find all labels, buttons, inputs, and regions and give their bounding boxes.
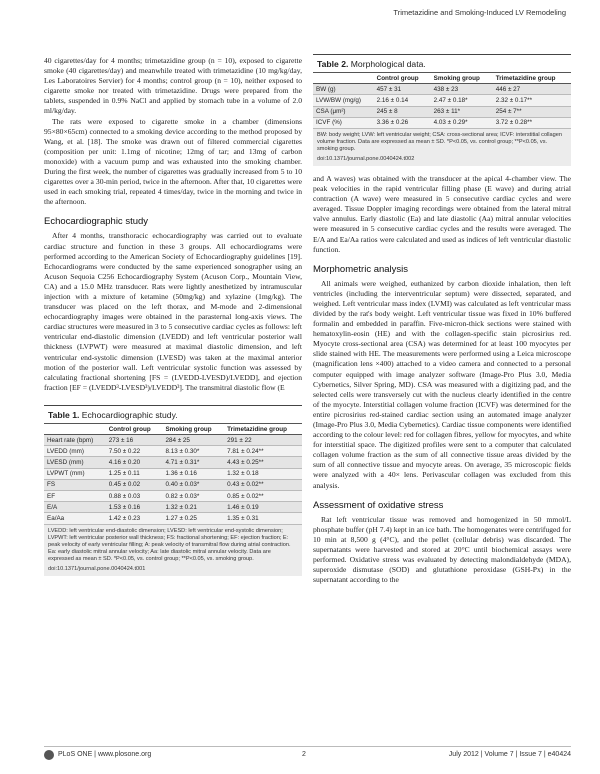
paragraph: 40 cigarettes/day for 4 months; trimetazidine group (n = 10), exposed to cigarette smoke (40 cigarettes/day) and meanwhile treated with trimetazidine (10 mg/kg/day, Les Laboratoires Servier) for 4 months; control group (n = 10), neither exposed to cigarette smoke nor treated with trimetazidine. Drugs were prepared from the tablets, suspended in 0.9% NaCl and applied by stomach tube in a volume of 2.0 ml/kg/day.: [44, 56, 302, 116]
table-header-cell: Trimetazidine group: [493, 73, 571, 84]
table-cell: 0.82 ± 0.03*: [162, 491, 224, 502]
table-cell: 3.72 ± 0.28**: [493, 117, 571, 128]
table-cell: 4.16 ± 0.20: [106, 457, 163, 468]
table-cell: 1.32 ± 0.21: [162, 502, 224, 513]
footer-journal: PLoS ONE | www.plosone.org: [58, 751, 152, 758]
table-cell: LVW/BW (mg/g): [313, 95, 374, 106]
table-title: Echocardiographic study.: [79, 409, 178, 420]
table-row: [313, 106, 571, 117]
table-row: [44, 502, 302, 513]
table-cell: LVPWT (mm): [44, 468, 106, 479]
table-title: Morphological data.: [348, 59, 426, 69]
table-header-cell: [313, 73, 374, 84]
table-cell: 1.35 ± 0.31: [224, 513, 302, 524]
table-header-cell: [44, 423, 106, 434]
table-row: [44, 468, 302, 479]
paragraph: All animals were weighed, euthanized by carbon dioxide inhalation, then left ventricles (including the interventricular septum) were dissected, separated, and weighed. Left ventricular mass index (LVMI) was calculated as left ventricular mass divided by the rat's body weight. Left ventricular tissue was fixed in 10% buffered formalin and embedded in paraffin. Five-micron-thick sections were stained with hematoxylin-eosin (HE) and with the collagen-specific stain picrosirius red. Myocyte cross-sectional area (CSA) was determined for at least 100 myocytes per slide stained with HE. The measurements were performed using a Leica microscope (magnification lens ×400) attached to a video camera and connected to a personal computer equipped with image analyzer software (Image-Pro Plus 3.0, Media Cybernetics, Silver Spring, MD). CSA was measured with a digitizing pad, and the selected cells were transversely cut with the nucleus clearly identified in the centre of the myocyte. Interstitial collagen volume fraction (ICVF) was determined for the entire picrosirius red-stained cardiac section using an automated image analyzer (Image-Pro Plus 3.0, Media Cybernetics). Cardiac tissue components were identified according to the colour level: red for collagen fibres, yellow for myocytes, and white for interstitial space. The digitized profiles were sent to a computer that calculated collagen volume fraction as the sum of all connective tissue areas divided by the sum of all connective tissue and myocyte areas. On average, 35 microscopic fields were analyzed with a 40× lens. Perivascular collagen was excluded from this analysis.: [313, 278, 571, 490]
table-cell: 7.81 ± 0.24**: [224, 446, 302, 457]
table-row: [313, 95, 571, 106]
table-doi: doi:10.1371/journal.pone.0040424.t002: [317, 155, 415, 162]
table-footnote: LVEDD: left ventricular end-diastolic dimension; LVESD: left ventricular end-systolic dimension; LVPWT: left ventricular posterior wall thickness; FS: fractional shortening; EF: ejection fraction; E: peak velocity of early ventricular filling; A: peak velocity of transmitral flow during atrial contraction. Ea: early diastolic mitral annular velocity; Aa: late diastolic mitral annular velocity. Data are expressed as mean ± SD. *P<0.05, vs. control group; **P<0.05, vs. smoking group.: [48, 527, 291, 562]
table-cell: 1.25 ± 0.11: [106, 468, 163, 479]
table-cell: 438 ± 23: [431, 84, 493, 95]
table-cell: 284 ± 25: [162, 435, 224, 446]
table-header-cell: Trimetazidine group: [224, 423, 302, 434]
table-row: [44, 479, 302, 490]
table-cell: 1.53 ± 0.16: [106, 502, 163, 513]
table-row: [44, 446, 302, 457]
table-row: [44, 435, 302, 446]
table-header-cell: Smoking group: [431, 73, 493, 84]
table-cell: 4.43 ± 0.25**: [224, 457, 302, 468]
table-cell: 0.85 ± 0.02**: [224, 491, 302, 502]
paragraph: The rats were exposed to cigarette smoke in a chamber (dimensions 95×80×65cm) connected to a smoking device according to the method proposed by Wang, et al. [18]. The smoke was drawn out of filtered commercial cigarettes (composition per unit: 1.1mg of nicotine; 12mg of tar; and 13mg of carbon monoxide) with a vacuum pump and was exhausted into the smoking chamber. During the first week, the number of cigarettes was gradually increased from 5 to 10 cigarettes over a 30-min period, twice in the afternoon. After that, 10 cigarettes were used in each smoking trial, repeated 4 times/day, twice in the morning and twice in the afternoon.: [44, 116, 302, 207]
table-row: [44, 457, 302, 468]
table-cell: 1.36 ± 0.16: [162, 468, 224, 479]
table-label: Table 1.: [48, 409, 80, 420]
section-heading-oxidative: Assessment of oxidative stress: [313, 499, 444, 511]
table-cell: 7.50 ± 0.22: [106, 446, 163, 457]
running-head: Trimetazidine and Smoking-Induced LV Remodeling: [393, 8, 566, 17]
table-cell: 2.16 ± 0.14: [374, 95, 431, 106]
table-1: [44, 405, 302, 576]
paragraph: and A waves) was obtained with the transducer at the apical 4-chamber view. The peak velocities in the rapid ventricular filling phase (E wave) and during atrial contraction (A wave) were measured in 5 consecutive cardiac cycles and were averaged. Tissue Doppler imaging recordings were obtained from the lateral mitral valve annulus. Early diastolic (Ea) and late diastolic (Aa) mitral annular velocities were measured in 5 consecutive cardiac cycles and the results were averaged. The E/A and Ea/Aa ratios were calculated and used as indices of left ventricular diastolic function.: [313, 173, 571, 254]
table-cell: FS: [44, 479, 106, 490]
table-row: [44, 513, 302, 524]
table-cell: 1.27 ± 0.25: [162, 513, 224, 524]
table-cell: 1.32 ± 0.18: [224, 468, 302, 479]
table-cell: 4.03 ± 0.29*: [431, 117, 493, 128]
table-header-cell: Control group: [106, 423, 163, 434]
table-cell: 446 ± 27: [493, 84, 571, 95]
table-1-grid: [44, 423, 302, 525]
footer-citation: July 2012 | Volume 7 | Issue 7 | e40424: [448, 751, 571, 758]
table-cell: 1.42 ± 0.23: [106, 513, 163, 524]
table-label: Table 2.: [317, 59, 349, 69]
table-cell: 263 ± 11*: [431, 106, 493, 117]
section-heading-echocardiographic: Echocardiographic study: [44, 216, 149, 228]
table-cell: 457 ± 31: [374, 84, 431, 95]
table-2-grid: [313, 72, 571, 129]
table-cell: BW (g): [313, 84, 374, 95]
table-row: [313, 117, 571, 128]
table-cell: LVEDD (mm): [44, 446, 106, 457]
table-cell: CSA (μm²): [313, 106, 374, 117]
right-column: [313, 56, 571, 585]
table-cell: 2.47 ± 0.18*: [431, 95, 493, 106]
table-cell: 273 ± 16: [106, 435, 163, 446]
table-cell: 1.46 ± 0.19: [224, 502, 302, 513]
table-cell: 4.71 ± 0.31*: [162, 457, 224, 468]
table-cell: LVESD (mm): [44, 457, 106, 468]
left-column: [44, 56, 302, 576]
table-cell: EF: [44, 491, 106, 502]
table-cell: 0.45 ± 0.02: [106, 479, 163, 490]
table-cell: 0.88 ± 0.03: [106, 491, 163, 502]
table-cell: E/A: [44, 502, 106, 513]
table-cell: Ea/Aa: [44, 513, 106, 524]
table-header-row: [313, 73, 571, 84]
table-caption: [313, 55, 571, 72]
table-row: [44, 491, 302, 502]
table-footnote: BW: body weight; LVW: left ventricular weight; CSA: cross-sectional area; ICVF: interstitial collagen volume fraction. Data are expressed as mean ± SD. *P<0.05, vs. control group; **P<0.05, vs. smoking group.: [317, 131, 562, 152]
section-heading-morphometric: Morphometric analysis: [313, 263, 409, 275]
paragraph: Rat left ventricular tissue was removed and homogenized in 50 mmol/L phosphate buffer (pH 7.4) kept in an ice bath. The homogenates were centrifuged for 10 min at 8,500 g (4°C), and the pellet (cellular debris) was discarded. The supernatants were harvested and stored at 20°C until biochemical assays were performed. Oxidative stress was evaluated by detecting malondialdehyde (MDA), superoxide dismutase (SOD) and glutathione peroxidase (GSH-Px) in the supernatant according to the: [313, 514, 571, 585]
table-cell: 0.43 ± 0.02**: [224, 479, 302, 490]
table-cell: Heart rate (bpm): [44, 435, 106, 446]
page-number: 2: [302, 751, 306, 758]
table-cell: 254 ± 7**: [493, 106, 571, 117]
plos-logo-icon: [44, 750, 54, 760]
table-header-cell: Control group: [374, 73, 431, 84]
table-row: [313, 84, 571, 95]
table-cell: 0.40 ± 0.03*: [162, 479, 224, 490]
table-2: [313, 54, 571, 166]
table-cell: ICVF (%): [313, 117, 374, 128]
table-doi: doi:10.1371/journal.pone.0040424.t001: [48, 565, 146, 572]
page-footer: [44, 746, 571, 765]
table-cell: 2.32 ± 0.17**: [493, 95, 571, 106]
table-cell: 8.13 ± 0.30*: [162, 446, 224, 457]
table-header-cell: Smoking group: [162, 423, 224, 434]
table-caption: [44, 406, 302, 423]
table-header-row: [44, 423, 302, 434]
paragraph: After 4 months, transthoracic echocardiography was carried out to evaluate cardiac structure and function in these 3 groups. All echocardiograms were performed according to the American Society of Echocardiography guidelines [19]. Echocardiograms were conducted by the same experienced sonographer using an Acuson Sequoia C256 Echocardiography System (Acuson Corp., Mountain View, CA) and a 15.0 MHz transducer. Rats were lightly anesthetized by intramuscular injection with a mixture of ketamine (50mg/kg) and xylazine (1mg/kg). The transducer was placed on the left thorax, and M-mode and 2-dimensional echocardiography images were obtained in the parasternal long-axis views. The cardiac structures were measured in 3 to 5 consecutive cardiac cycles as follows: left ventricular end-diastolic dimension (LVEDD) and left ventricular posterior wall thickness (LVPWT) were measured at maximal diastolic dimension, and left ventricular end-systolic dimension (LVESD) was taken at the maximal anterior motion of the posterior wall. Left ventricular systolic function was assessed by calculating fractional shortening [FS = (LVEDD-LVESD)/LVEDD], and ejection fraction [EF = (LVEDD³-LVESD³)/LVEDD³]. The transmitral diastolic flow (E: [44, 231, 302, 392]
table-cell: 245 ± 8: [374, 106, 431, 117]
table-cell: 291 ± 22: [224, 435, 302, 446]
table-cell: 3.36 ± 0.26: [374, 117, 431, 128]
